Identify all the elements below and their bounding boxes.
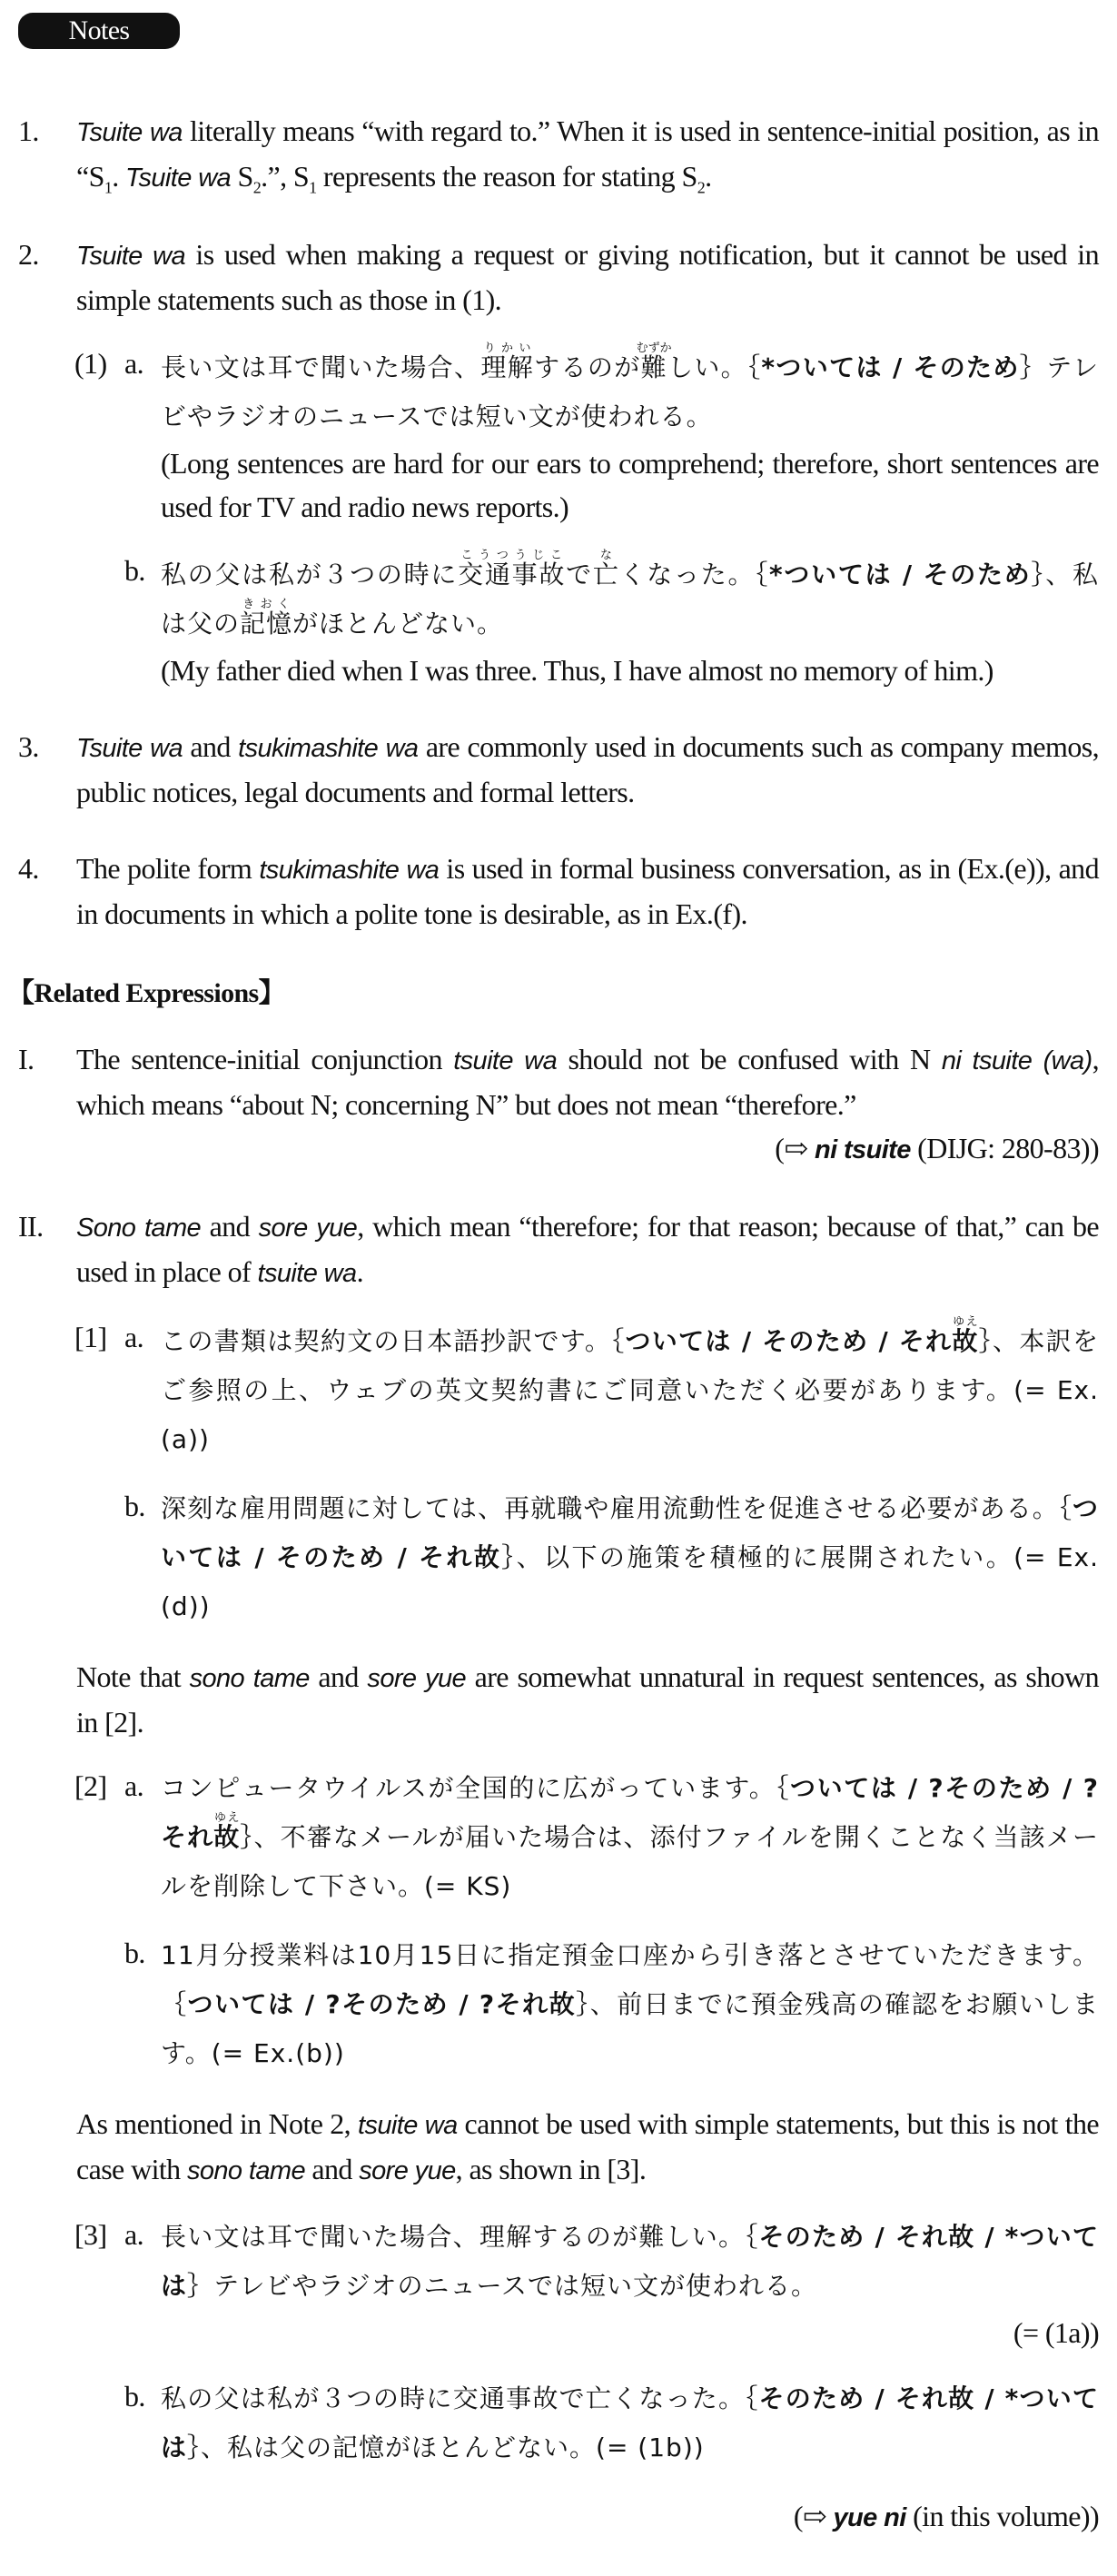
bold-alternatives: ついては / ?そのため / ?それ故 [187,1989,577,2019]
subscript: 2 [697,178,706,197]
italic-term: sore yue [258,1214,358,1243]
italic-term: Tsuite wa [76,242,186,271]
example-letter: b. [124,2380,145,2413]
note-number: 2. [18,238,39,271]
notes-heading: Notes [18,13,180,49]
text-run: As mentioned in Note 2, [76,2107,359,2140]
text-run: くなった。｛ [619,560,769,590]
example-bracket-3a [74,2213,1099,2354]
text-run: represents the reason for stating S [316,160,697,193]
example-japanese [161,1931,1099,2078]
text-run: (DIJG: 280-83)) [910,1132,1099,1164]
text-run: 11月分授業料は10月15日に指定預金口座から引き落とさせていただきます。｛ [161,1940,1099,2019]
italic-term: tsuite wa [358,2111,458,2140]
furigana-word: 難むずか [636,342,672,382]
text-run: 私の父は私が３つの時に [161,560,459,590]
text-run: (⇨ [775,1132,815,1164]
italic-term: sore yue [367,1664,467,1693]
text-run: この書類は契約文の日本語抄訳です。｛ [161,1326,626,1356]
note-2 [18,233,1099,322]
text-run: . [705,160,712,193]
example-japanese [161,2374,1099,2472]
text-run: で [566,560,593,590]
bold-alternatives: ついては / そのため / それ故 [161,1493,1099,1572]
example-1b [74,549,1099,692]
example-japanese [161,1764,1099,1911]
text-run: , which mean “therefore; for that reason; because of that,” can be used in place of [76,1210,1099,1288]
example-letter: a. [124,2218,144,2251]
italic-term: tsuite wa [453,1046,558,1075]
italic-term: sore yue [359,2156,456,2185]
cross-reference [18,2494,1099,2540]
reference-term: ni tsuite [814,1135,911,1164]
text-run: , which means “about N; concerning N” but does not mean “therefore.” [76,1043,1100,1121]
example-letter: a. [124,1321,144,1353]
text-run: are somewhat unnatural in request sentences, as shown in [2]. [76,1660,1099,1739]
italic-term: tsukimashite wa [238,734,419,763]
example-label: [1] [74,1321,107,1353]
note-text [76,725,1099,814]
related-II [18,1204,1099,1295]
text-run: literally means “with regard to.” When it is used in sentence-initial position, as in “S [76,114,1099,193]
example-bracket-2b [74,1931,1099,2078]
text-run: ｝、以下の施策を積極的に展開されたい。(= Ex.(d)) [161,1542,1099,1621]
example-bracket-1a [74,1315,1099,1464]
bold-alternatives: ついては / そのため / それ [625,1326,953,1356]
related-expressions-heading: 【Related Expressions】 [7,978,286,1008]
note-text [76,233,1099,322]
example-label: [2] [74,1769,107,1802]
related-I [18,1037,1099,1172]
text-run: ｝、私は父の記憶がほとんどない。(= (1b)) [187,2432,705,2462]
text-run: ｝テレビやラジオのニュースでは短い文が使われる。 [161,352,1099,431]
text-run: and [183,730,239,763]
subscript: 2 [252,178,262,197]
bold-alternatives: ついては / ?そのため / ?それ [161,1773,1099,1852]
text-run: がほとんどない。 [292,609,504,639]
furigana-word: 記憶きおく [240,598,293,639]
example-label: (1) [74,347,107,380]
bold-alternatives: そのため / それ故 / *ついては [161,2383,1099,2462]
italic-term: Sono tame [76,1214,202,1243]
example-1a [74,342,1099,529]
text-run: (in this volume)) [905,2500,1099,2532]
note-number: 3. [18,730,39,763]
text-run: The polite form [76,852,260,885]
text-run: should not be confused with N [557,1043,942,1075]
reference-term: yue ni [833,2503,906,2532]
note-number: 1. [18,114,39,147]
text-run: cannot be used with simple statements, but this is not the case with [76,2107,1099,2185]
text-run: Note that [76,1660,190,1693]
text-run: ｝、私は父の [161,560,1099,639]
example-letter: b. [124,554,145,587]
italic-term: Tsuite wa [125,163,232,193]
text-run: しい。｛ [667,352,762,382]
example-letter: b. [124,1937,145,1969]
text-run: ｝、本訳をご参照の上、ウェブの英文契約書にご同意いただく必要があります。(= Ex.(a)) [161,1326,1099,1454]
subscript: 1 [104,178,113,197]
example-bracket-1b [74,1484,1099,1631]
related-text [76,1037,1099,1126]
cross-reference [18,1126,1099,1172]
text-run: 深刻な雇用問題に対しては、再就職や雇用流動性を促進させる必要がある。｛ [161,1493,1073,1523]
example-letter: b. [124,1490,145,1522]
note-1 [18,109,1099,200]
note-paragraph [76,1655,1099,1744]
example-bracket-3b [74,2374,1099,2472]
example-japanese [161,1484,1099,1631]
text-run: .”, S [261,160,310,193]
text-run: . [112,160,126,193]
italic-term: Tsuite wa [76,118,183,147]
text-run: , as shown in [3]. [455,2153,647,2185]
text-run: 長い文は耳で聞いた場合、理解するのが難しい。｛ [161,2222,759,2252]
italic-term: sono tame [186,2156,305,2185]
text-run: The sentence-initial conjunction [76,1043,454,1075]
text-run: and [304,2153,360,2185]
note-paragraph [76,2102,1099,2193]
furigana-word: 故ゆえ [213,1811,241,1852]
note-4 [18,847,1099,936]
example-japanese [161,549,1099,649]
example-letter: a. [124,347,144,380]
text-run: 長い文は耳で聞いた場合、 [161,352,481,382]
bold-alternatives: そのため / それ故 / *ついては [161,2222,1099,2301]
text-run: S [231,160,253,193]
note-text [76,847,1099,936]
example-japanese [161,342,1099,441]
text-run: 私の父は私が３つの時に交通事故で亡くなった。｛ [161,2383,759,2413]
text-run: ｝、前日までに預金残高の確認をお願いします。(= Ex.(b)) [161,1989,1099,2068]
bold-alternatives: *ついては / そのため [761,352,1020,382]
related-number: I. [18,1043,35,1075]
example-japanese [161,1315,1099,1464]
bold-alternatives: *ついては / そのため [769,560,1032,590]
text-run: ｝テレビやラジオのニュースでは短い文が使われる。 [187,2271,818,2301]
italic-term: sono tame [189,1664,310,1693]
text-run: and [309,1660,368,1693]
italic-term: Tsuite wa [76,734,183,763]
italic-term: tsukimashite wa [259,856,440,885]
related-text [76,1204,1099,1295]
subscript: 1 [309,178,317,197]
example-reference: (= (1a)) [1013,2316,1099,2349]
text-run: ｝、不審なメールが届いた場合は、添付ファイルを開くことなく当該メールを削除して下さい。(= KS) [161,1822,1099,1901]
text-run: is used in formal business conversation, as in (Ex.(e)), and in documents in which a polite tone is desirable, as in Ex.(f). [76,852,1099,930]
furigana-word: 理解りかい [480,342,535,382]
text-run: is used when making a request or giving notification, but it cannot be used in simple statements such as those in (1). [76,238,1099,316]
text-run: are commonly used in documents such as company memos, public notices, legal documents and formal letters. [76,730,1099,808]
italic-term: ni tsuite (wa) [941,1046,1092,1075]
example-translation: (My father died when I was three. Thus, I have almost no memory of him.) [161,654,993,687]
example-japanese [161,2213,1099,2311]
note-number: 4. [18,852,39,885]
example-translation: (Long sentences are hard for our ears to comprehend; therefore, short sentences are used for TV and radio news reports.) [161,447,1099,523]
example-letter: a. [124,1769,144,1802]
furigana-word: 交通事故こうつうじこ [458,549,567,590]
furigana-word: 亡な [592,549,620,590]
furigana-word: 故ゆえ [952,1315,979,1356]
text-run: コンピュータウイルスが全国的に広がっています。｛ [161,1773,790,1803]
italic-term: tsuite wa [257,1259,357,1288]
text-run: (⇨ [793,2500,834,2532]
note-text [76,109,1099,200]
text-run: . [356,1255,363,1288]
text-run: するのが [534,352,641,382]
example-bracket-2a [74,1764,1099,1911]
note-3 [18,725,1099,814]
text-run: and [201,1210,259,1243]
related-number: II. [18,1210,44,1243]
example-label: [3] [74,2218,107,2251]
